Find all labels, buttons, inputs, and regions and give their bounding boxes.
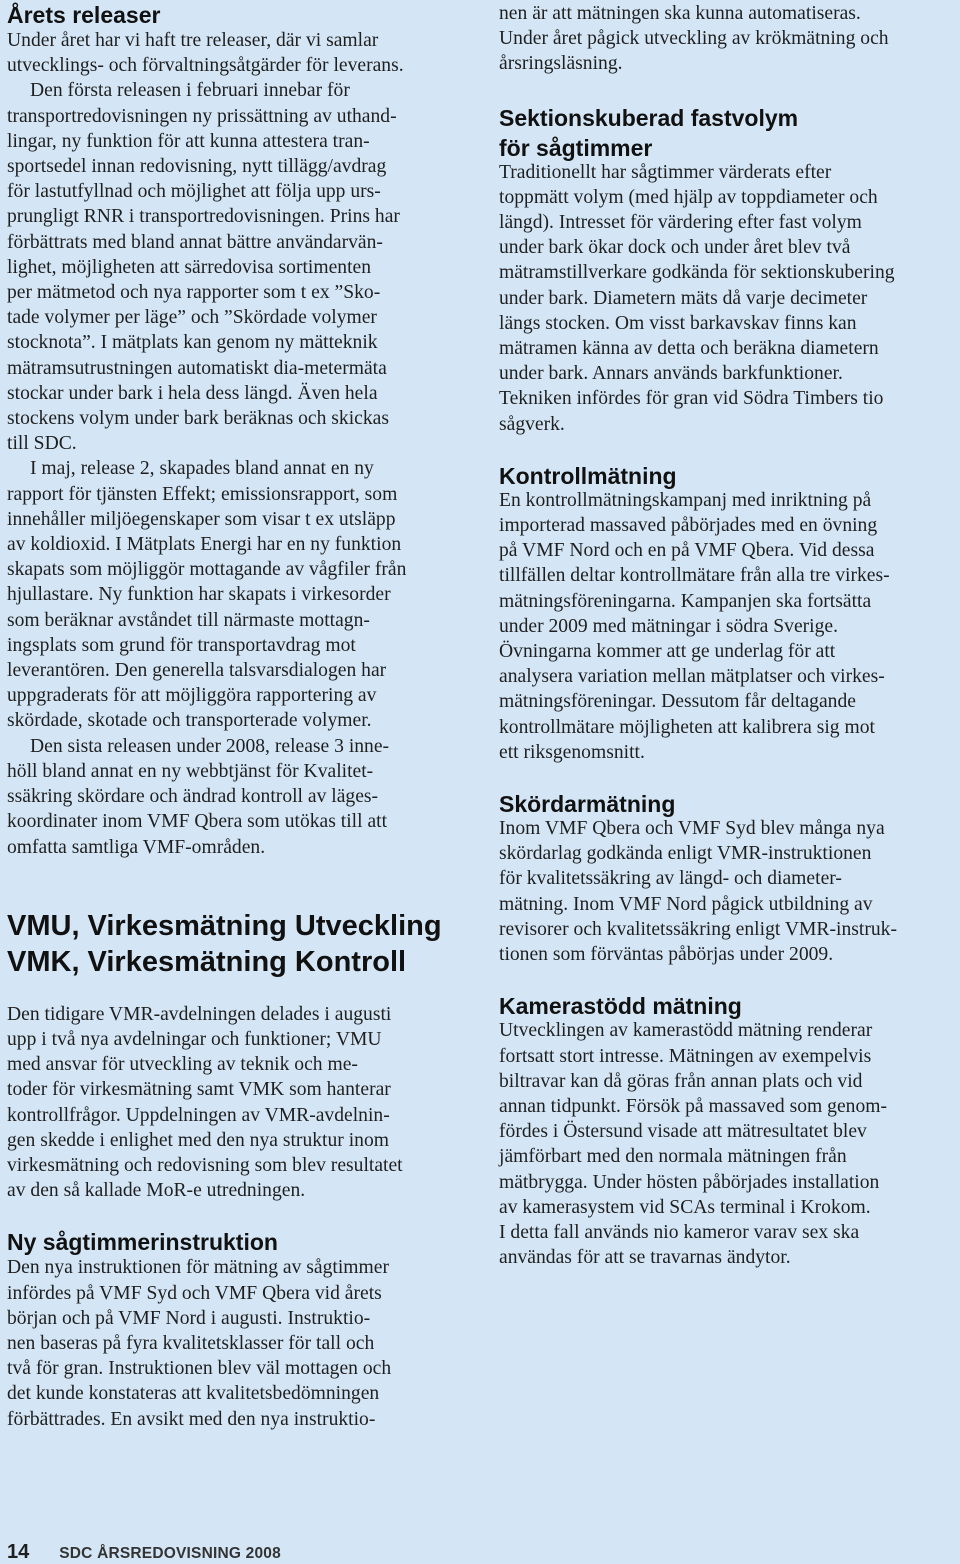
section-title-vmu: VMU, Virkesmätning Utveckling: [7, 909, 442, 942]
section-title-skordarmatning: Skördarmätning: [499, 791, 676, 818]
left-column: [7, 0, 469, 1432]
paragraph-skordarmatning: Inom VMF Qbera och VMF Syd blev många nya skördarlag godkända enligt VMR-instruktionen för kvalitetssäkring av längd- och diameter- mätning. Inom VMF Nord pågick utbildning av revisorer och kvalitetssäkring enligt VMR-instruk- tionen som förväntas påbörjas under 2009.: [499, 818, 897, 966]
paragraph-sagtimmerinstruktion: Den nya instruktionen för mätning av sågtimmer infördes på VMF Syd och VMF Qbera vid årets början och på VMF Nord i augusti. Instruktio- nen baseras på fyra kvalitetsklasser för tall och två för gran. Instruktionen blev väl mottagen och det kunde konstateras att kvalitetsbedömningen förbättrades. En avsikt med den nya instruktio-: [7, 1257, 392, 1430]
page-footer: [7, 1541, 281, 1564]
spacer: [7, 860, 469, 908]
section-title-sektionskuberad-line2: för sågtimmer: [499, 134, 653, 161]
section-title-kontrollmatning: Kontrollmätning: [499, 462, 677, 489]
paragraph-vmu-vmk: Den tidigare VMR-avdelningen delades i augusti upp i två nya avdelningar och funktioner; VMU med ansvar för utveckling av teknik och me- toder för virkesmätning samt VMK som hanterar kontrollfrågor. Uppdelningen av VMR-avdelnin- gen skedde i enlighet med den nya struktur inom virkesmätning och redovisning som blev resultatet av den så kallade MoR-e utredningen.: [7, 1003, 403, 1202]
spacer: [499, 437, 957, 461]
spacer: [7, 980, 469, 1002]
paragraph-release-1: Den första releasen i februari innebar för transportredovisningen ny prissättning av uthand- lingar, ny funktion för att kunna attestera tran- sportsedel innan redovisning, nytt tillägg/avdrag för lastutfyllnad och möjlighet att följa upp urs- prungligt RNR i transportredovisningen. Prins har förbättrats med bland annat bättre användarvän- lighet, möjligheten att särredovisa sortimenten per mätmetod och nya rapporter som t ex ”Sko- tade volymer per läge” och ”Skördade volymer stocknota”. I mätplats kan genom ny mätteknik mätramsutrustningen automatiskt dia-metermäta stockar under bark i hela dess längd. Även hela stockens volym under bark beräknas och skickas till SDC.: [7, 80, 400, 455]
paragraph-continued: nen är att mätningen ska kunna automatiseras. Under året pågick utveckling av krökmätning och årsringsläsning.: [499, 3, 889, 75]
report-title: SDC ÅRSREDOVISNING 2008: [59, 1545, 281, 1562]
section-title-kamerastodd: Kamerastödd mätning: [499, 993, 742, 1020]
right-column: [499, 0, 957, 1270]
section-title-vmk: VMK, Virkesmätning Kontroll: [7, 945, 407, 978]
paragraph-releaser-intro: Under året har vi haft tre releaser, där vi samlar utvecklings- och förvaltningsåtgärder för leverans.: [7, 30, 404, 77]
section-title-sektionskuberad-line1: Sektionskuberad fastvolym: [499, 104, 799, 131]
spacer: [7, 1203, 469, 1227]
section-title-arets-releaser: Årets releaser: [7, 2, 161, 28]
spacer: [499, 77, 957, 103]
paragraph-kontrollmatning: En kontrollmätningskampanj med inriktning på importerad massaved påbörjades med en övning på VMF Nord och en på VMF Qbera. Vid dessa tillfällen deltar kontrollmätare från alla tre virkes- mätningsföreningarna. Kampanjen ska fortsätta under 2009 med mätningar i södra Sverige. Övningarna kommer att ge underlag för att analysera variation mellan mätplatser och virkes- mätningsföreningar. Dessutom får deltagande kontrollmätare möjligheten att kalibrera sig mot ett riksgenomsnitt.: [499, 489, 890, 763]
spacer: [499, 765, 957, 789]
section-title-sagtimmerinstruktion: Ny sågtimmerinstruktion: [7, 1229, 278, 1256]
paragraph-release-3: Den sista releasen under 2008, release 3 inne- höll bland annat en ny webbtjänst för Kvalitet- ssäkring skördare och ändrad kontroll av läges- koordinater inom VMF Qbera som utökas till att omfatta samtliga VMF-områden.: [7, 735, 390, 858]
spacer: [499, 967, 957, 991]
paragraph-release-2: I maj, release 2, skapades bland annat en ny rapport för tjänsten Effekt; emissionsrapport, som innehåller miljöegenskaper som visar t ex utsläpp av koldioxid. I Mätplats Energi har en ny funktion skapats som möjliggör mottagande av vågfiler från hjullastare. Ny funktion har skapats i virkesorder som beräknar avståndet till närmaste mottagn- ingsplats som grund för transportavdrag mot leverantören. Den generella talsvarsdialogen har uppgraderats för att möjliggöra rapportering av skördade, skotade och transporterade volymer.: [7, 458, 407, 732]
paragraph-sektionskuberad: Traditionellt har sågtimmer värderats efter toppmätt volym (med hjälp av toppdiameter och längd). Intresset för värdering efter fast volym under bark ökar dock och under året blev två mätramstillverkare godkända för sektionskubering under bark. Diametern mäts då varje decimeter längs stocken. Om visst barkavskav finns kan mätramen känna av detta och beräkna diametern under bark. Annars används barkfunktioner. Tekniken infördes för gran vid Södra Timbers tio sågverk.: [499, 161, 895, 435]
page-number: 14: [7, 1541, 30, 1563]
paragraph-kamerastodd: Utvecklingen av kamerastödd mätning renderar fortsatt stort intresse. Mätningen av exempelvis biltravar kan då göras från annan plats och vid annan tidpunkt. Försök på massaved som genom- fördes i Östersund visade att mätresultatet blev jämförbart med den normala mätningen från mätbrygga. Under hösten påbörjades installation av kamerasystem vid SCAs terminal i Krokom. I detta fall används nio kameror varav sex ska användas för att se travarnas ändytor.: [499, 1020, 888, 1269]
